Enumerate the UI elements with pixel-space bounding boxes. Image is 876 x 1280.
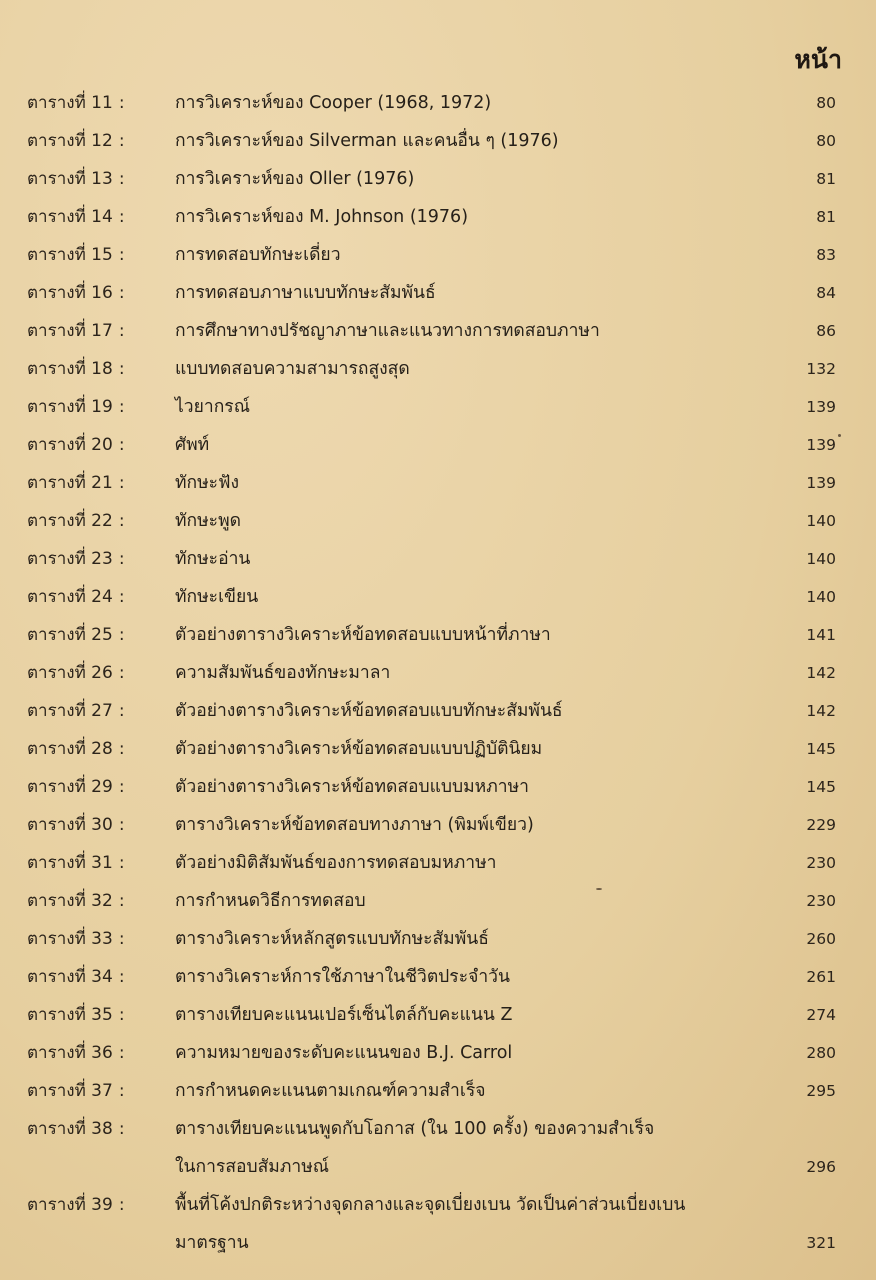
label-colon: :: [118, 929, 125, 949]
paper-speck: [596, 888, 602, 890]
list-item: [0, 392, 876, 422]
page-number: 321: [806, 1234, 836, 1252]
table-number-label: [27, 240, 125, 270]
label-colon: :: [118, 1005, 125, 1025]
list-item: [0, 658, 876, 688]
table-number-label: [27, 1076, 125, 1106]
label-colon: :: [118, 663, 125, 683]
table-number-text: ตารางที่ 39: [27, 1195, 113, 1215]
entry-title: ตัวอย่างตารางวิเคราะห์ข้อทดสอบแบบมหภาษา: [175, 777, 529, 797]
entry-title: ตารางเทียบคะแนนพูดกับโอกาส (ใน 100 ครั้ง) ของความสำเร็จ: [175, 1119, 655, 1139]
entry-title: การทดสอบทักษะเดี่ยว: [175, 245, 341, 265]
page-number: 230: [806, 892, 836, 910]
table-number-text: ตารางที่ 36: [27, 1043, 113, 1063]
list-item: [0, 202, 876, 232]
table-number-text: ตารางที่ 35: [27, 1005, 113, 1025]
table-number-label: [27, 506, 125, 536]
label-colon: :: [118, 511, 125, 531]
table-number-text: ตารางที่ 34: [27, 967, 113, 987]
table-number-label: [27, 620, 125, 650]
list-item: [0, 962, 876, 992]
table-number-label: [27, 658, 125, 688]
table-number-text: ตารางที่ 29: [27, 777, 113, 797]
entry-title: ความหมายของระดับคะแนนของ B.J. Carrol: [175, 1043, 513, 1063]
table-number-label: [27, 88, 125, 118]
label-colon: :: [118, 359, 125, 379]
entry-title: การวิเคราะห์ของ M. Johnson (1976): [175, 207, 469, 227]
table-number-label: [27, 544, 125, 574]
page-number: 83: [816, 246, 836, 264]
table-number-text: ตารางที่ 16: [27, 283, 113, 303]
page-column-heading: หน้า: [794, 45, 842, 74]
entry-title: พื้นที่โค้งปกติระหว่างจุดกลางและจุดเบี่ยงเบน วัดเป็นค่าส่วนเบี่ยงเบน: [175, 1195, 686, 1215]
entry-title: ทักษะพูด: [175, 511, 241, 531]
entry-title: การกำหนดคะแนนตามเกณฑ์ความสำเร็จ: [175, 1081, 486, 1101]
label-colon: :: [118, 1119, 125, 1139]
table-number-label: [27, 278, 125, 308]
label-colon: :: [118, 93, 125, 113]
table-number-label: [27, 430, 125, 460]
label-colon: :: [118, 739, 125, 759]
entry-title: ตัวอย่างมิติสัมพันธ์ของการทดสอบมหภาษา: [175, 853, 497, 873]
entry-title: ทักษะฟัง: [175, 473, 240, 493]
table-number-label: [27, 202, 125, 232]
label-colon: :: [118, 1081, 125, 1101]
label-colon: :: [118, 397, 125, 417]
entry-title: ตารางวิเคราะห์หลักสูตรแบบทักษะสัมพันธ์: [175, 929, 489, 949]
paper-speck: [838, 434, 841, 437]
label-colon: :: [118, 1195, 125, 1215]
table-number-text: ตารางที่ 37: [27, 1081, 113, 1101]
table-number-text: ตารางที่ 32: [27, 891, 113, 911]
label-colon: :: [118, 549, 125, 569]
page-number: 274: [806, 1006, 836, 1024]
table-number-text: ตารางที่ 14: [27, 207, 113, 227]
table-number-text: ตารางที่ 23: [27, 549, 113, 569]
list-item: [0, 354, 876, 384]
label-colon: :: [118, 321, 125, 341]
table-number-label: [27, 468, 125, 498]
label-colon: :: [118, 815, 125, 835]
page-number: 132: [806, 360, 836, 378]
label-colon: :: [118, 207, 125, 227]
page-number: 80: [816, 132, 836, 150]
table-number-text: ตารางที่ 17: [27, 321, 113, 341]
table-number-label: [27, 1190, 125, 1220]
table-number-label: [27, 1000, 125, 1030]
entry-title: ตัวอย่างตารางวิเคราะห์ข้อทดสอบแบบทักษะสัมพันธ์: [175, 701, 563, 721]
page-number: 81: [816, 170, 836, 188]
label-colon: :: [118, 131, 125, 151]
entry-title: มาตรฐาน: [175, 1233, 249, 1253]
page-number: 142: [806, 664, 836, 682]
list-item: [0, 620, 876, 650]
list-item: [0, 924, 876, 954]
table-number-text: ตารางที่ 18: [27, 359, 113, 379]
label-colon: :: [118, 473, 125, 493]
table-number-label: [27, 924, 125, 954]
label-colon: :: [118, 625, 125, 645]
label-colon: :: [118, 435, 125, 455]
entry-title: ในการสอบสัมภาษณ์: [175, 1157, 329, 1177]
label-colon: :: [118, 853, 125, 873]
label-colon: :: [118, 777, 125, 797]
page-number: 140: [806, 550, 836, 568]
table-number-text: ตารางที่ 38: [27, 1119, 113, 1139]
entry-title: ตารางวิเคราะห์การใช้ภาษาในชีวิตประจำวัน: [175, 967, 510, 987]
entry-title: การวิเคราะห์ของ Cooper (1968, 1972): [175, 93, 492, 113]
list-item: [0, 1076, 876, 1106]
table-number-text: ตารางที่ 28: [27, 739, 113, 759]
table-number-text: ตารางที่ 11: [27, 93, 113, 113]
entry-title: ตารางเทียบคะแนนเปอร์เซ็นไตล์กับคะแนน Z: [175, 1005, 513, 1025]
table-number-label: [27, 848, 125, 878]
table-number-label: [27, 810, 125, 840]
entry-title: การศึกษาทางปรัชญาภาษาและแนวทางการทดสอบภาษา: [175, 321, 600, 341]
list-item: [0, 886, 876, 916]
list-item: [0, 848, 876, 878]
label-colon: :: [118, 245, 125, 265]
page-number: 296: [806, 1158, 836, 1176]
table-number-label: [27, 962, 125, 992]
table-number-label: [27, 392, 125, 422]
table-number-label: [27, 582, 125, 612]
label-colon: :: [118, 169, 125, 189]
page-number: 142: [806, 702, 836, 720]
list-item: [0, 1190, 876, 1220]
page-number: 139: [806, 398, 836, 416]
list-item: [0, 1000, 876, 1030]
page-number: 139: [806, 436, 836, 454]
entry-title: ทักษะอ่าน: [175, 549, 251, 569]
table-number-text: ตารางที่ 25: [27, 625, 113, 645]
table-number-label: [27, 696, 125, 726]
entry-title: ไวยากรณ์: [175, 397, 250, 417]
page-number: 139: [806, 474, 836, 492]
list-item: [0, 696, 876, 726]
list-item: [0, 278, 876, 308]
page-number: 140: [806, 512, 836, 530]
list-item: [0, 772, 876, 802]
page-number: 295: [806, 1082, 836, 1100]
list-item: [0, 1038, 876, 1068]
list-item: [0, 810, 876, 840]
table-number-text: ตารางที่ 19: [27, 397, 113, 417]
page-number: 141: [806, 626, 836, 644]
table-number-text: ตารางที่ 26: [27, 663, 113, 683]
label-colon: :: [118, 891, 125, 911]
entry-title: การวิเคราะห์ของ Silverman และคนอื่น ๆ (1976): [175, 131, 559, 151]
list-item: [0, 1228, 876, 1258]
page-number: 145: [806, 740, 836, 758]
label-colon: :: [118, 283, 125, 303]
page-number: 229: [806, 816, 836, 834]
table-number-label: [27, 164, 125, 194]
entry-title: การวิเคราะห์ของ Oller (1976): [175, 169, 415, 189]
table-number-text: ตารางที่ 27: [27, 701, 113, 721]
list-item: [0, 1114, 876, 1144]
page-number: 81: [816, 208, 836, 226]
entry-title: แบบทดสอบความสามารถสูงสุด: [175, 359, 410, 379]
page-number: 280: [806, 1044, 836, 1062]
list-item: [0, 1152, 876, 1182]
table-number-text: ตารางที่ 22: [27, 511, 113, 531]
page-number: 84: [816, 284, 836, 302]
table-number-label: [27, 734, 125, 764]
list-item: [0, 126, 876, 156]
table-number-text: ตารางที่ 15: [27, 245, 113, 265]
table-number-label: [27, 316, 125, 346]
list-item: [0, 88, 876, 118]
table-number-text: ตารางที่ 24: [27, 587, 113, 607]
page-number: 260: [806, 930, 836, 948]
entry-title: การทดสอบภาษาแบบทักษะสัมพันธ์: [175, 283, 436, 303]
table-number-label: [27, 354, 125, 384]
page-number: 80: [816, 94, 836, 112]
entry-title: การกำหนดวิธีการทดสอบ: [175, 891, 366, 911]
page-number: 230: [806, 854, 836, 872]
entry-title: ทักษะเขียน: [175, 587, 259, 607]
entry-title: ศัพท์: [175, 435, 210, 455]
table-number-text: ตารางที่ 12: [27, 131, 113, 151]
table-number-label: [27, 886, 125, 916]
table-number-text: ตารางที่ 33: [27, 929, 113, 949]
table-number-label: [27, 772, 125, 802]
table-number-text: ตารางที่ 20: [27, 435, 113, 455]
table-number-text: ตารางที่ 21: [27, 473, 113, 493]
entry-title: ตัวอย่างตารางวิเคราะห์ข้อทดสอบแบบปฏิบัตินิยม: [175, 739, 543, 759]
label-colon: :: [118, 587, 125, 607]
page-number: 140: [806, 588, 836, 606]
table-number-text: ตารางที่ 31: [27, 853, 113, 873]
entry-title: ความสัมพันธ์ของทักษะมาลา: [175, 663, 391, 683]
table-number-text: ตารางที่ 30: [27, 815, 113, 835]
list-item: [0, 582, 876, 612]
page-number: 86: [816, 322, 836, 340]
list-item: [0, 316, 876, 346]
page-number: 261: [806, 968, 836, 986]
page-number: 145: [806, 778, 836, 796]
list-item: [0, 544, 876, 574]
list-item: [0, 506, 876, 536]
list-item: [0, 430, 876, 460]
table-number-label: [27, 1114, 125, 1144]
table-number-label: [27, 1038, 125, 1068]
list-item: [0, 468, 876, 498]
table-number-label: [27, 126, 125, 156]
table-number-text: ตารางที่ 13: [27, 169, 113, 189]
list-item: [0, 734, 876, 764]
entry-title: ตัวอย่างตารางวิเคราะห์ข้อทดสอบแบบหน้าที่ภาษา: [175, 625, 551, 645]
entry-title: ตารางวิเคราะห์ข้อทดสอบทางภาษา (พิมพ์เขียว): [175, 815, 534, 835]
label-colon: :: [118, 1043, 125, 1063]
label-colon: :: [118, 701, 125, 721]
label-colon: :: [118, 967, 125, 987]
list-item: [0, 240, 876, 270]
list-item: [0, 164, 876, 194]
